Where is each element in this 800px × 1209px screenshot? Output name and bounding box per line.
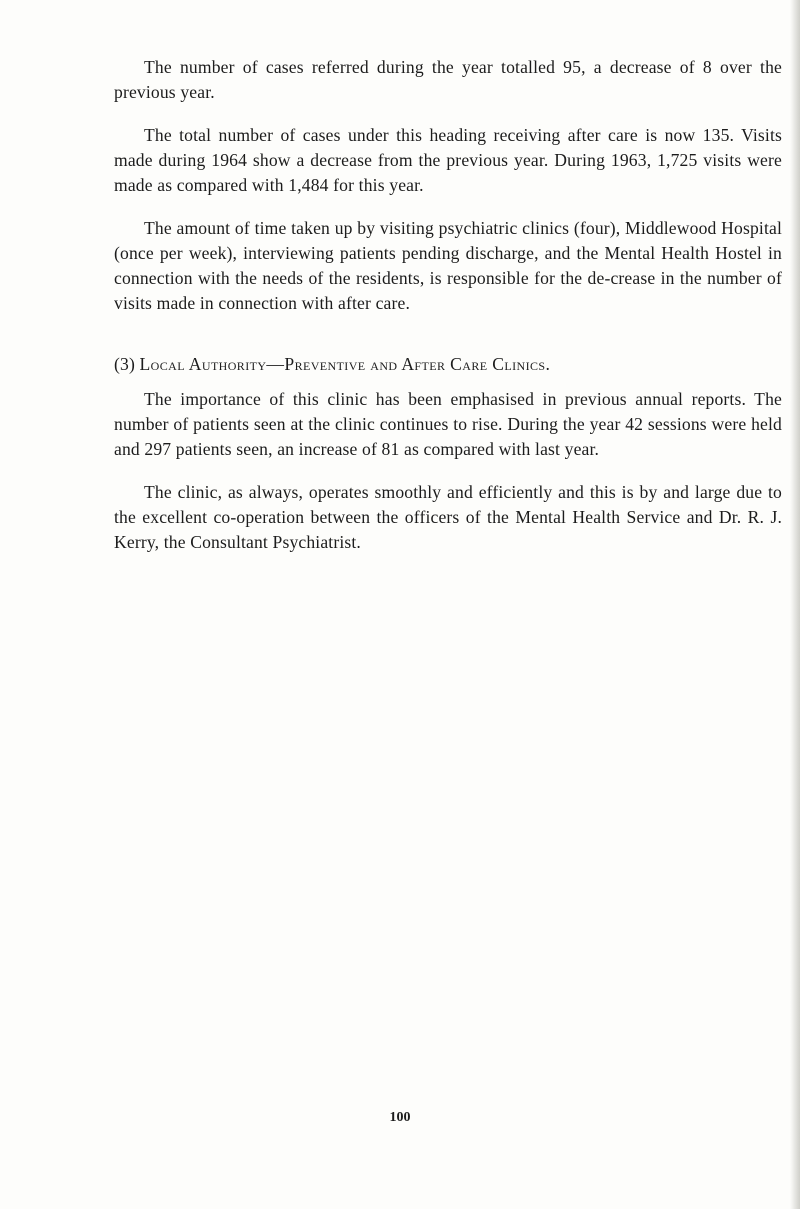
page-number: 100	[389, 1110, 411, 1125]
paragraph-time-taken: The amount of time taken up by visiting psychiatric clinics (four), Middlewood Hospital (once per week), interviewing patients pending discharge, and the Mental Health Hostel in connection with the needs of the residents, is responsible for the de-crease in the number of visits made in connection with after care.	[114, 218, 782, 313]
paragraph-clinic-importance: The importance of this clinic has been emphasised in previous annual reports. The number of patients seen at the clinic continues to rise. During the year 42 sessions were held and 297 patients seen, an increase of 81 as compared with last year.	[114, 389, 782, 459]
section-heading	[114, 352, 782, 377]
page-edge-shadow	[790, 0, 800, 1209]
section-title: Local Authority—Preventive and After Care Clinics.	[139, 354, 551, 374]
body-text	[114, 55, 782, 573]
paragraph-clinic-operation: The clinic, as always, operates smoothly and efficiently and this is by and large due to the excellent co-operation between the officers of the Mental Health Service and Dr. R. J. Kerry, the Consultant Psychiatrist.	[114, 482, 782, 552]
section-number: (3)	[114, 354, 135, 374]
paragraph-cases-referred: The number of cases referred during the year totalled 95, a decrease of 8 over the previous year.	[114, 57, 782, 102]
paragraph-after-care-total: The total number of cases under this heading receiving after care is now 135. Visits made during 1964 show a decrease from the previous year. During 1963, 1,725 visits were made as compared with 1,484 for this year.	[114, 125, 782, 195]
